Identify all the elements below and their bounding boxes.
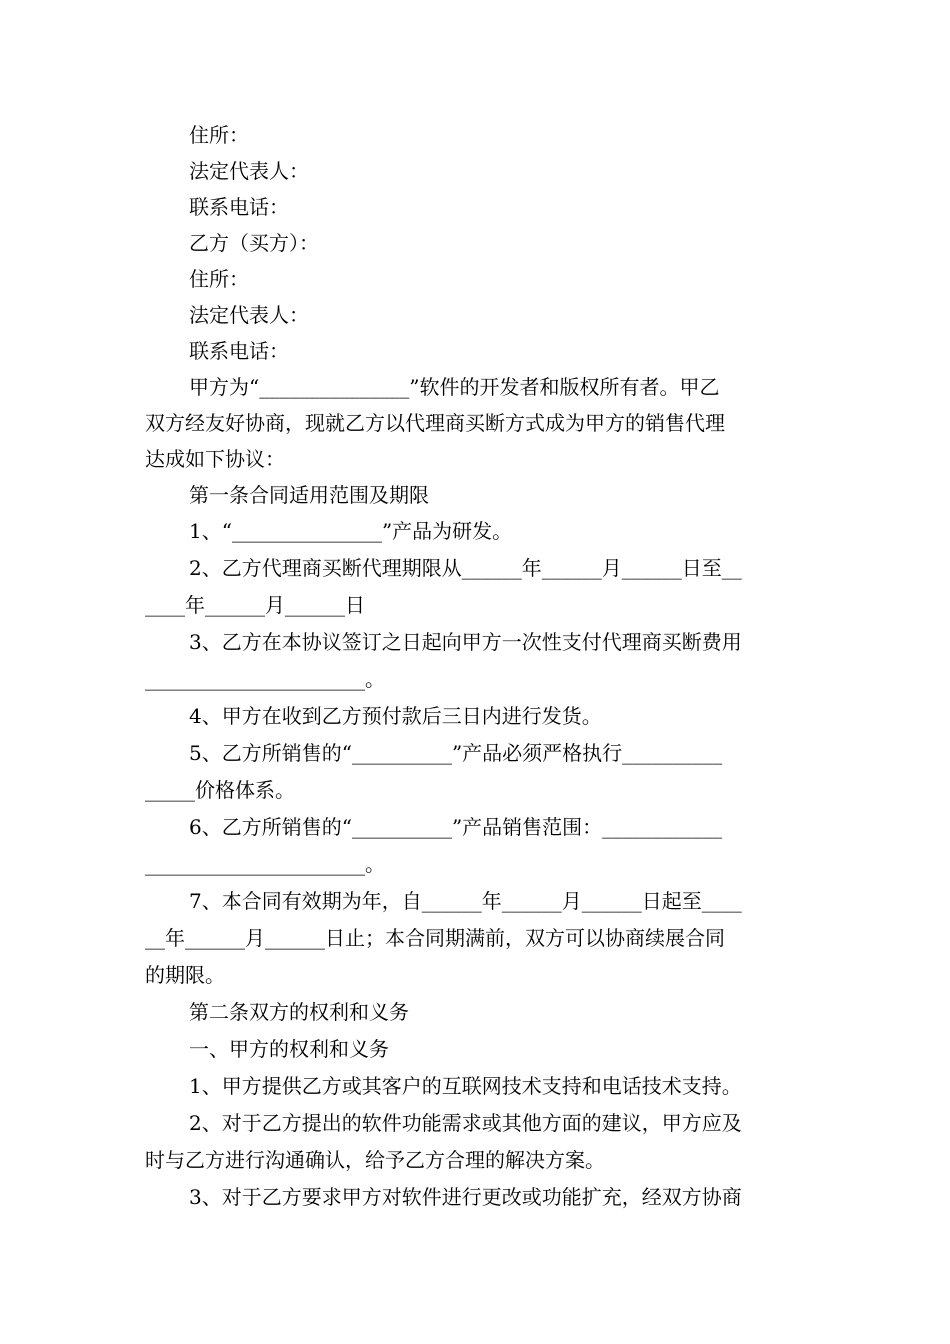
party-a-duty-1: 1、甲方提供乙方或其客户的互联网技术支持和电话技术支持。 (189, 1074, 742, 1098)
document-body (145, 117, 807, 1216)
preamble-line-3: 达成如下协议： (145, 447, 285, 471)
article-1-item-7-line-2: __年______月______日止；本合同期满前，双方可以协商续展合同 (145, 926, 725, 950)
article-1-item-5-line-2: _____价格体系。 (145, 778, 295, 802)
article-1-item-2-line-1: 2、乙方代理商买断代理期限从______年______月______日至__ (189, 556, 742, 580)
article-2-heading: 第二条双方的权利和义务 (189, 1000, 409, 1024)
preamble-line-2: 双方经友好协商，现就乙方以代理商买断方式成为甲方的销售代理 (145, 411, 725, 435)
party-a-duty-2-line-2: 时与乙方进行沟通确认，给予乙方合理的解决方案。 (145, 1148, 605, 1172)
party-a-phone-label: 联系电话： (189, 195, 289, 219)
article-1-heading: 第一条合同适用范围及期限 (189, 483, 429, 507)
party-b-heading: 乙方（买方）： (189, 231, 319, 255)
party-b-legal-rep-label: 法定代表人： (189, 303, 309, 327)
party-a-duty-2-line-1: 2、对于乙方提出的软件功能需求或其他方面的建议，甲方应及 (189, 1111, 742, 1135)
party-a-address-label: 住所： (189, 123, 249, 147)
article-1-item-3-line-2: ______________________。 (145, 667, 385, 691)
article-1-item-4: 4、甲方在收到乙方预付款后三日内进行发货。 (189, 704, 602, 728)
party-a-legal-rep-label: 法定代表人： (189, 159, 309, 183)
section-party-a-heading: 一、甲方的权利和义务 (189, 1037, 389, 1061)
article-1-item-6-line-1: 6、乙方所销售的“__________”产品销售范围：____________ (189, 815, 723, 839)
preamble-line-1: 甲方为“_______________”软件的开发者和版权所有者。甲乙 (189, 375, 720, 399)
article-1-item-6-line-2: ______________________。 (145, 852, 385, 876)
article-1-item-1: 1、“_______________”产品为研发。 (189, 519, 513, 543)
article-1-item-7-line-1: 7、本合同有效期为年，自______年______月______日起至____ (189, 889, 742, 913)
article-1-item-7-line-3: 的期限。 (145, 963, 225, 987)
party-b-phone-label: 联系电话： (189, 339, 289, 363)
party-b-address-label: 住所： (189, 267, 249, 291)
article-1-item-5-line-1: 5、乙方所销售的“__________”产品必须严格执行__________ (189, 741, 723, 765)
party-a-duty-3-line-1: 3、对于乙方要求甲方对软件进行更改或功能扩充，经双方协商 (189, 1185, 742, 1209)
article-1-item-3-line-1: 3、乙方在本协议签订之日起向甲方一次性支付代理商买断费用 (189, 630, 742, 654)
article-1-item-2-line-2: ____年______月______日 (145, 593, 365, 617)
